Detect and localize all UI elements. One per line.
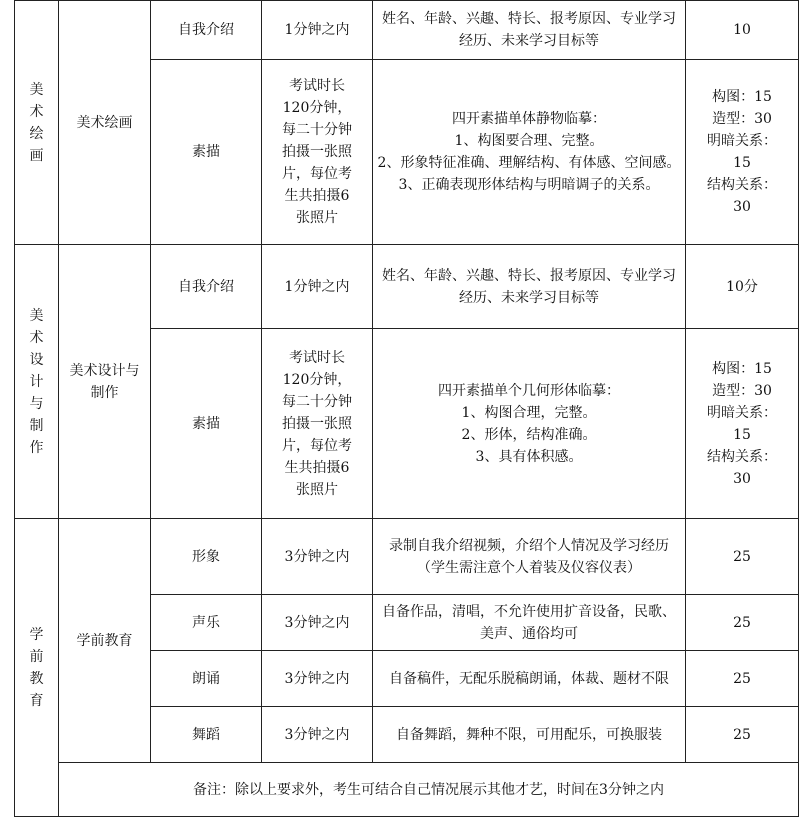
time-cell: 3分钟之内: [262, 595, 373, 651]
score-line: 结构关系：: [707, 448, 777, 465]
time-line: 片，每位考: [282, 166, 352, 182]
time-line: 张照片: [296, 210, 338, 226]
requirement-cell: 姓名、年龄、兴趣、特长、报考原因、专业学习经历、未来学习目标等: [373, 1, 686, 60]
item-cell: 舞蹈: [151, 707, 262, 763]
category-cell: 美术绘画: [15, 1, 59, 245]
requirement-cell: 自备稿件，无配乐脱稿朗诵，体裁、题材不限: [373, 651, 686, 707]
time-cell: 3分钟之内: [262, 651, 373, 707]
time-cell: 3分钟之内: [262, 707, 373, 763]
table-row: [15, 519, 799, 595]
item-cell: 形象: [151, 519, 262, 595]
time-line: 考试时长: [289, 78, 345, 94]
requirement-line: 3、正确表现形体结构与明暗调子的关系。: [398, 177, 660, 193]
item-cell: 自我介绍: [151, 1, 262, 60]
exam-requirements-table: [14, 0, 799, 817]
major-cell: 学前教育: [59, 519, 151, 763]
score-line: 结构关系：: [707, 177, 777, 193]
score-cell: 25: [686, 651, 799, 707]
score-cell: 25: [686, 707, 799, 763]
time-line: 拍摄一张照: [282, 144, 352, 160]
item-cell: 素描: [151, 329, 262, 519]
requirement-cell: [373, 329, 686, 519]
score-cell: [686, 60, 799, 245]
score-line: 明暗关系：: [707, 404, 777, 421]
time-line: 每二十分钟: [282, 393, 352, 410]
score-line: 造型：30: [712, 111, 772, 127]
score-cell: 25: [686, 519, 799, 595]
time-line: 120分钟，: [282, 100, 352, 116]
major-cell: 美术设计与制作: [59, 245, 151, 519]
table-row: [15, 245, 799, 329]
time-line: 生共拍摄6: [284, 188, 350, 204]
item-cell: 自我介绍: [151, 245, 262, 329]
requirement-cell: [373, 60, 686, 245]
item-cell: 声乐: [151, 595, 262, 651]
score-line: 15: [733, 155, 751, 171]
requirement-line: 2、形体，结构准确。: [461, 426, 597, 443]
major-cell: 美术绘画: [59, 1, 151, 245]
score-line: 构图：15: [712, 89, 772, 105]
time-cell: 3分钟之内: [262, 519, 373, 595]
score-cell: 25: [686, 595, 799, 651]
requirement-title: 四开素描单个几何形体临摹：: [438, 382, 620, 399]
score-line: 15: [733, 426, 751, 443]
requirement-line: 1、构图合理，完整。: [461, 404, 597, 421]
time-line: 每二十分钟: [282, 122, 352, 138]
table-row: [15, 763, 799, 817]
time-line: 120分钟，: [282, 371, 352, 388]
item-cell: 素描: [151, 60, 262, 245]
requirement-title: 四开素描单体静物临摹：: [452, 111, 606, 127]
requirement-line: 1、构图要合理、完整。: [454, 133, 604, 149]
time-cell: 1分钟之内: [262, 245, 373, 329]
time-cell: [262, 60, 373, 245]
score-cell: [686, 329, 799, 519]
requirement-cell: 录制自我介绍视频，介绍个人情况及学习经历（学生需注意个人着装及仪容仪表）: [373, 519, 686, 595]
score-cell: 10: [686, 1, 799, 60]
table-row: [15, 1, 799, 60]
requirement-cell: 姓名、年龄、兴趣、特长、报考原因、专业学习经历、未来学习目标等: [373, 245, 686, 329]
requirement-line: 2、形象特征准确、理解结构、有体感、空间感。: [377, 155, 681, 171]
score-line: 造型：30: [712, 382, 772, 399]
score-cell: 10分: [686, 245, 799, 329]
time-line: 张照片: [296, 481, 338, 498]
category-cell: 美术设计与制作: [15, 245, 59, 519]
score-line: 构图：15: [712, 360, 772, 377]
category-cell: 学前教育: [15, 519, 59, 817]
time-line: 片，每位考: [282, 437, 352, 454]
time-line: 拍摄一张照: [282, 415, 352, 432]
requirement-cell: 自备舞蹈，舞种不限，可用配乐，可换服装: [373, 707, 686, 763]
time-cell: 1分钟之内: [262, 1, 373, 60]
score-line: 30: [733, 470, 751, 487]
time-line: 考试时长: [289, 349, 345, 366]
requirement-cell: 自备作品，清唱，不允许使用扩音设备，民歌、美声、通俗均可: [373, 595, 686, 651]
note-cell: 备注：除以上要求外，考生可结合自己情况展示其他才艺，时间在3分钟之内: [59, 763, 799, 817]
time-line: 生共拍摄6: [284, 459, 350, 476]
score-line: 明暗关系：: [707, 133, 777, 149]
time-cell: [262, 329, 373, 519]
item-cell: 朗诵: [151, 651, 262, 707]
requirement-line: 3、具有体积感。: [475, 448, 583, 465]
score-line: 30: [733, 199, 751, 215]
